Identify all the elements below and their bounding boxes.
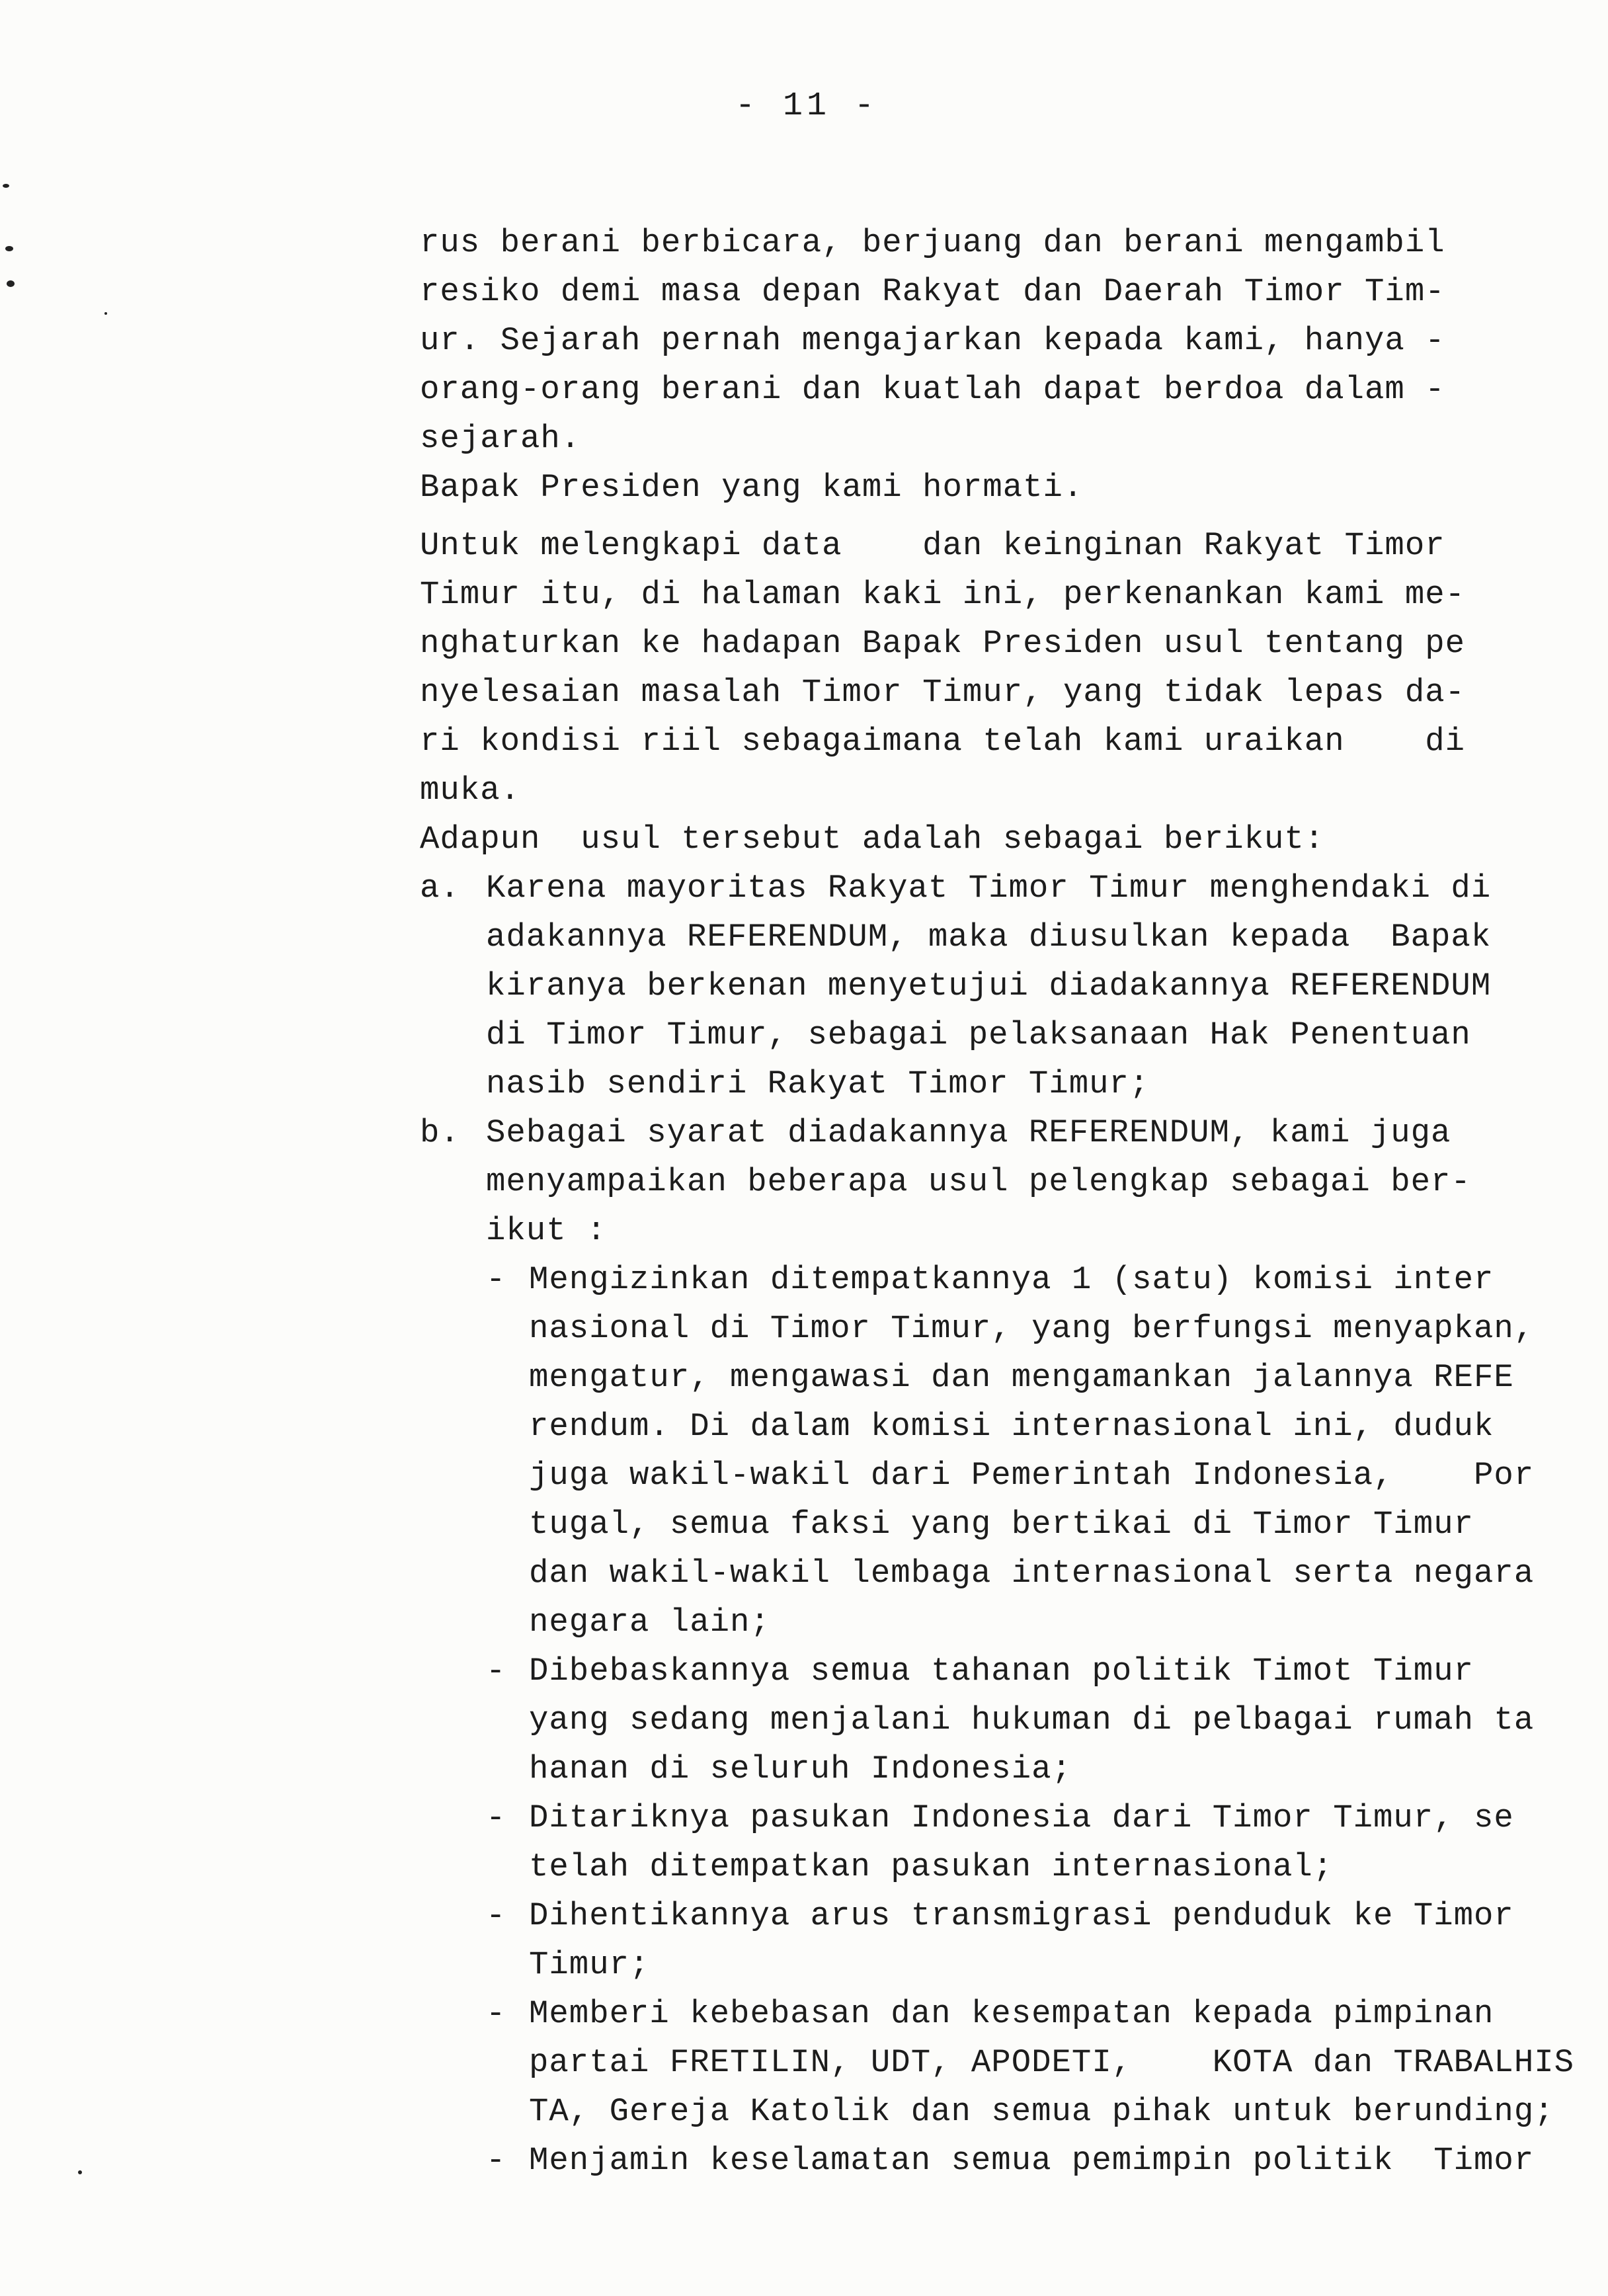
text-line: Karena mayoritas Rakyat Timor Timur menghendaki di: [486, 870, 1492, 907]
text-line: nasional di Timor Timur, yang berfungsi menyapkan,: [529, 1310, 1535, 1347]
text-line: mengatur, mengawasi dan mengamankan jalannya REFE: [529, 1359, 1514, 1396]
dash-marker: -: [486, 1261, 506, 1298]
scan-speck: [3, 184, 9, 188]
text-line: TA, Gereja Katolik dan semua pihak untuk berunding;: [529, 2093, 1554, 2130]
text-line: Untuk melengkapi data dan keinginan Rakyat Timor: [420, 527, 1445, 564]
text-line: ikut :: [486, 1212, 607, 1249]
scan-speck: [7, 280, 15, 287]
text-line: telah ditempatkan pasukan internasional;: [529, 1848, 1334, 1885]
sub-item: [486, 1647, 1557, 1793]
text-line: Ditariknya pasukan Indonesia dari Timor Timur, se: [529, 1799, 1514, 1836]
text-line: juga wakil-wakil dari Pemerintah Indonesia, Por: [529, 1457, 1535, 1494]
list-marker: a.: [420, 870, 460, 907]
text-line: ri kondisi riil sebagaimana telah kami uraikan di: [420, 723, 1466, 760]
sub-item: [486, 1891, 1557, 1989]
text-line: orang-orang berani dan kuatlah dapat berdoa dalam -: [420, 371, 1445, 408]
scan-speck: [78, 2170, 82, 2174]
sub-list: [420, 1255, 1575, 2185]
text-line: Timur itu, di halaman kaki ini, perkenankan kami me-: [420, 576, 1466, 613]
text-line: yang sedang menjalani hukuman di pelbagai rumah ta: [529, 1702, 1535, 1739]
document-body: [420, 218, 1575, 2185]
text-line: adakannya REFERENDUM, maka diusulkan kepada Bapak: [486, 919, 1492, 956]
salutation: Bapak Presiden yang kami hormati.: [420, 469, 1084, 506]
sub-item: [486, 2136, 1557, 2185]
dash-marker: -: [486, 2142, 506, 2179]
text-line: Memberi kebebasan dan kesempatan kepada pimpinan: [529, 1995, 1494, 2032]
dash-marker: -: [486, 1653, 506, 1690]
text-line: nyelesaian masalah Timor Timur, yang tidak lepas da-: [420, 674, 1466, 711]
text-line: rendum. Di dalam komisi internasional ini, duduk: [529, 1408, 1494, 1445]
text-line: Mengizinkan ditempatkannya 1 (satu) komisi inter: [529, 1261, 1494, 1298]
text-line: nasib sendiri Rakyat Timor Timur;: [486, 1065, 1150, 1102]
text-line: rus berani berbicara, berjuang dan berani mengambil: [420, 224, 1445, 261]
scan-speck: [104, 312, 107, 315]
text-line: muka.: [420, 772, 521, 809]
text-line: Timur;: [529, 1946, 650, 1983]
dash-marker: -: [486, 1995, 506, 2032]
text-line: sejarah.: [420, 420, 581, 457]
sub-item: [486, 1793, 1557, 1891]
list-item-b: [420, 1108, 1557, 1255]
text-line: negara lain;: [529, 1604, 770, 1641]
scan-speck: [5, 246, 13, 251]
text-line: Menjamin keselamatan semua pemimpin politik Timor: [529, 2142, 1535, 2179]
text-line: nghaturkan ke hadapan Bapak Presiden usul tentang pe: [420, 625, 1466, 662]
text-line: menyampaikan beberapa usul pelengkap sebagai ber-: [486, 1163, 1471, 1200]
text-line: kiranya berkenan menyetujui diadakannya REFERENDUM: [486, 967, 1492, 1004]
text-line: tugal, semua faksi yang bertikai di Timor Timur: [529, 1506, 1474, 1543]
sub-item: [486, 1255, 1557, 1647]
text-line: Dihentikannya arus transmigrasi penduduk ke Timor: [529, 1897, 1514, 1934]
dash-marker: -: [486, 1799, 506, 1836]
text-line: di Timor Timur, sebagai pelaksanaan Hak Penentuan: [486, 1016, 1471, 1053]
text-line: hanan di seluruh Indonesia;: [529, 1750, 1072, 1787]
text-line: dan wakil-wakil lembaga internasional serta negara: [529, 1555, 1535, 1592]
text-line: ur. Sejarah pernah mengajarkan kepada kami, hanya -: [420, 322, 1445, 359]
text-line: Sebagai syarat diadakannya REFERENDUM, kami juga: [486, 1114, 1451, 1151]
page-number: - 11 -: [735, 87, 879, 125]
paragraph-closing: [420, 218, 1557, 463]
text-line: Dibebaskannya semua tahanan politik Timot Timur: [529, 1653, 1474, 1690]
sub-item: [486, 1989, 1575, 2136]
text-line: partai FRETILIN, UDT, APODETI, KOTA dan TRABALHIS: [529, 2044, 1575, 2081]
paragraph-proposal: [420, 521, 1557, 815]
list-marker: b.: [420, 1114, 460, 1151]
list-item-a: [420, 864, 1557, 1108]
list-intro: Adapun usul tersebut adalah sebagai berikut:: [420, 821, 1325, 858]
dash-marker: -: [486, 1897, 506, 1934]
text-line: resiko demi masa depan Rakyat dan Daerah Timor Tim-: [420, 273, 1445, 310]
